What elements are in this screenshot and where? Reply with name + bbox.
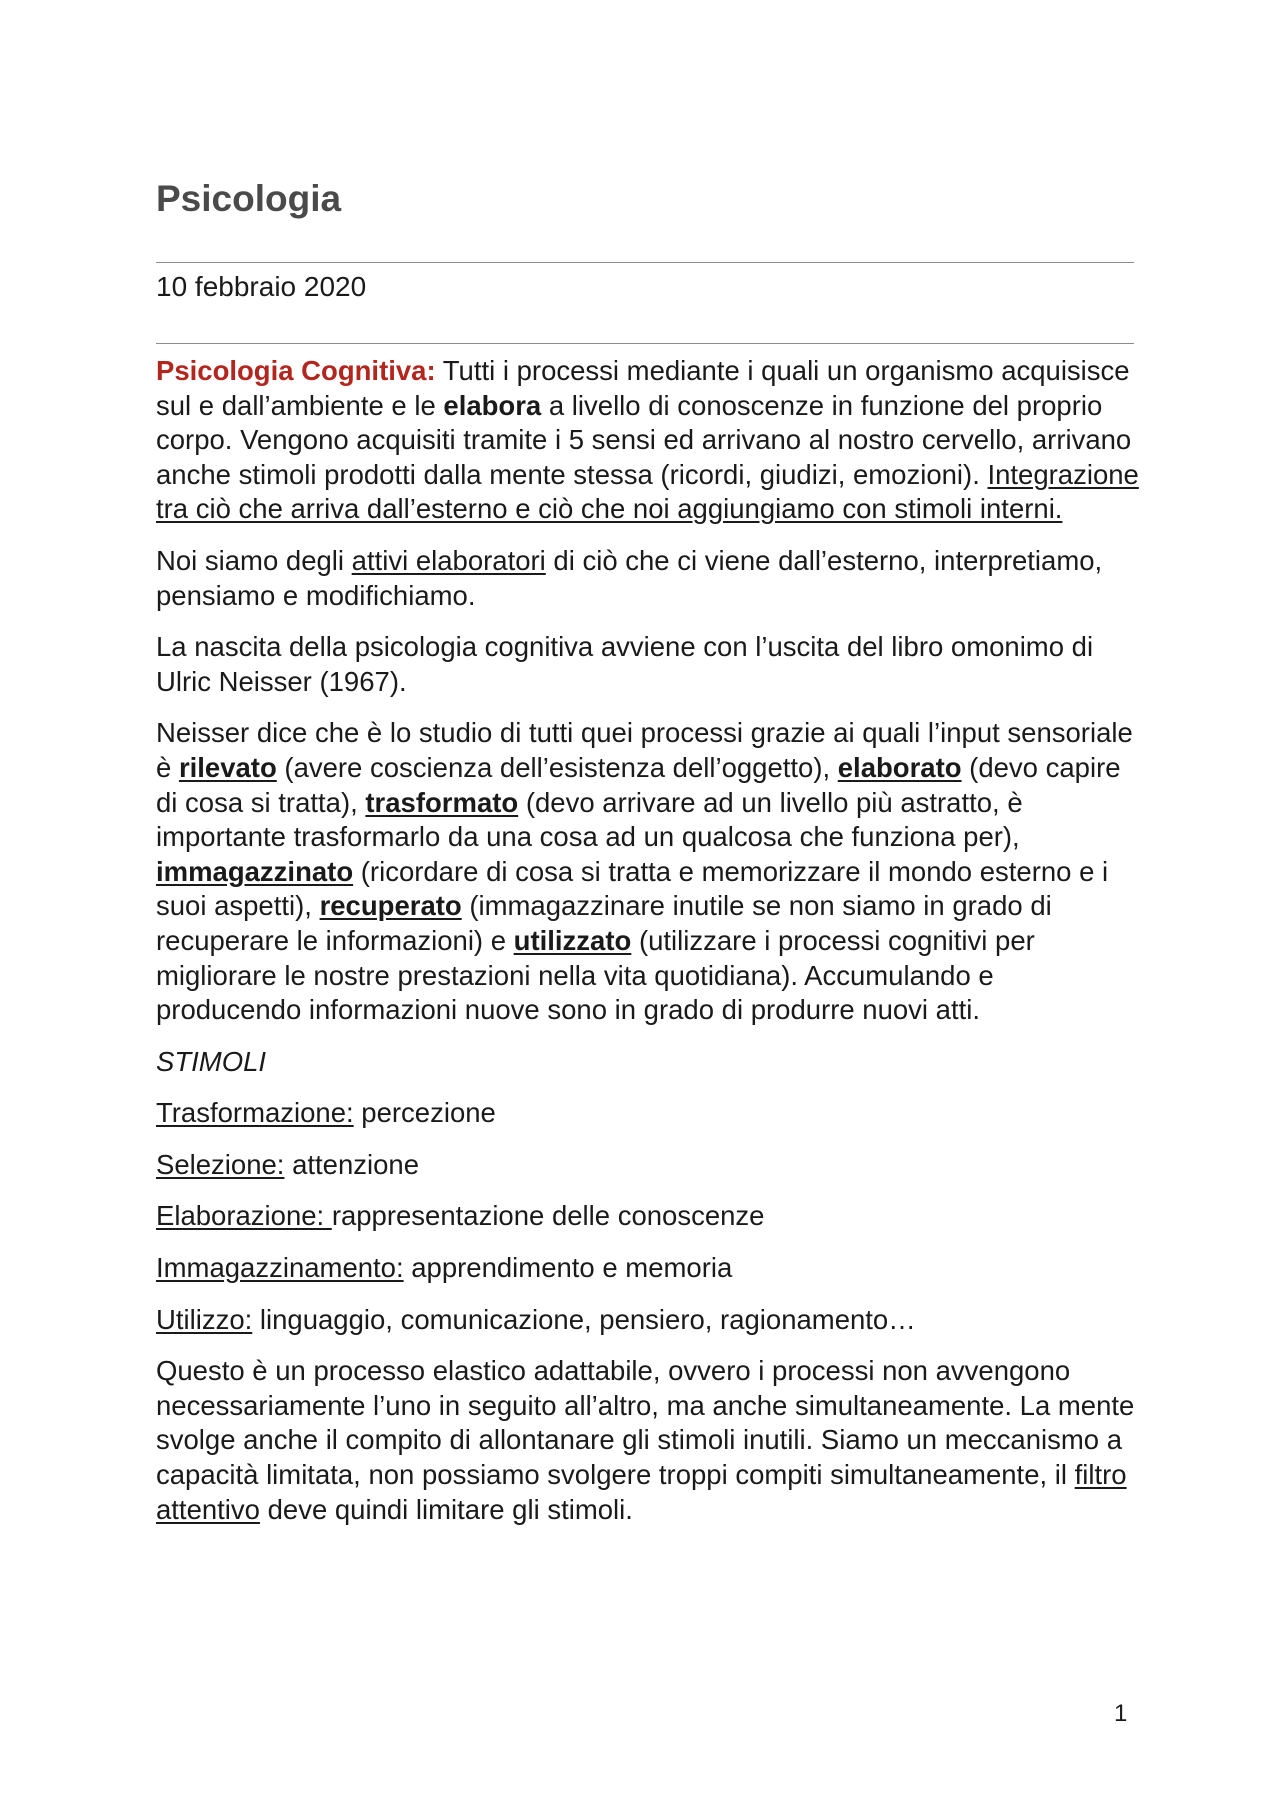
paragraph — [156, 1354, 1146, 1527]
content-body — [156, 354, 1146, 1544]
text-run: (ricordare di cosa si tratta e memorizzare il mondo esterno e i suoi aspetti), — [156, 855, 1109, 922]
key-term: recuperato — [319, 890, 462, 922]
text-run: (utilizzare i processi cognitivi per migliorare le nostre prestazioni nella vita quotidiana). Accumulando e producendo informazioni nuove sono in grado di produrre nuovi atti. — [156, 924, 1035, 1026]
stimoli-item — [156, 1096, 1146, 1131]
date: 10 febbraio 2020 — [156, 271, 367, 302]
paragraph — [156, 544, 1146, 613]
stimoli-term: Trasformazione: — [156, 1097, 354, 1129]
text-run: deve quindi limitare gli stimoli. — [259, 1493, 633, 1525]
intro-paragraph — [156, 354, 1146, 527]
lead-term: Psicologia Cognitiva: — [156, 355, 436, 386]
paragraph: La nascita della psicologia cognitiva avviene con l’uscita del libro omonimo di Ulric Neisser (1967). — [156, 631, 1094, 697]
key-term: trasformato — [365, 786, 519, 818]
page-number: 1 — [1114, 1700, 1128, 1727]
text-run: (avere coscienza dell’esistenza dell’oggetto), — [276, 751, 838, 783]
text-run: a livello di conoscenze in funzione del proprio corpo. Vengono acquisiti tramite i 5 sensi ed arrivano al nostro cervello, arrivano anche stimoli prodotti dalla mente stessa (ricordi, giudizi, emozioni). — [156, 389, 1132, 490]
underlined-text: Integrazione tra ciò che arriva dall’esterno e ciò che noi aggiungiamo con stimoli interni. — [156, 458, 1139, 525]
key-term: immagazzinato — [156, 855, 354, 887]
top-divider — [156, 262, 1134, 263]
underlined-text: attivi elaboratori — [351, 544, 546, 576]
stimoli-term: Elaborazione: — [156, 1200, 332, 1232]
stimoli-term: Selezione: — [156, 1148, 285, 1180]
stimoli-item — [156, 1148, 1146, 1183]
key-term: utilizzato — [513, 924, 632, 956]
stimoli-desc: percezione — [353, 1097, 496, 1129]
text-run: Questo è un processo elastico adattabile, ovvero i processi non avvengono necessariamente l’uno in seguito all’altro, ma anche simultaneamente. La mente svolge anche il compito di allontanare gli stimoli inutili. Siamo un meccanismo a capacità limitata, non possiamo svolgere troppi compiti simultaneamente, il — [156, 1355, 1135, 1491]
key-term: elaborato — [837, 751, 962, 783]
text-run: Tutti i processi mediante i quali un organismo acquisisce sul e dall’ambiente e le — [156, 355, 1130, 421]
stimoli-item — [156, 1251, 1146, 1286]
stimoli-desc: apprendimento e memoria — [403, 1252, 733, 1284]
date-divider — [156, 343, 1134, 344]
key-term: rilevato — [178, 751, 277, 783]
stimoli-term: Utilizzo: — [156, 1303, 253, 1335]
underlined-text: filtro attentivo — [156, 1459, 1127, 1525]
text-run: Noi siamo degli — [156, 544, 352, 576]
stimoli-desc: rappresentazione delle conoscenze — [331, 1200, 765, 1232]
text-run: (immagazzinare inutile se non siamo in grado di recuperare le informazioni) e — [156, 890, 1052, 956]
stimoli-item — [156, 1199, 1146, 1234]
bold-term: elabora — [443, 389, 542, 421]
stimoli-item — [156, 1303, 1146, 1338]
stimoli-heading: STIMOLI — [156, 1045, 267, 1077]
stimoli-term: Immagazzinamento: — [156, 1252, 404, 1284]
text-run: di ciò che ci viene dall’esterno, interpretiamo, pensiamo e modifichiamo. — [156, 544, 1103, 611]
stimoli-desc: linguaggio, comunicazione, pensiero, ragionamento… — [252, 1303, 916, 1335]
text-run: (devo arrivare ad un livello più astratto, è importante trasformarlo da una cosa ad un qualcosa che funziona per), — [156, 786, 1023, 853]
text-run: (devo capire di cosa si tratta), — [156, 751, 1121, 818]
page-title: Psicologia — [156, 178, 342, 219]
neisser-paragraph — [156, 716, 1146, 1027]
text-run: Neisser dice che è lo studio di tutti quei processi grazie ai quali l’input sensoriale è — [156, 717, 1133, 783]
stimoli-desc: attenzione — [284, 1148, 419, 1180]
